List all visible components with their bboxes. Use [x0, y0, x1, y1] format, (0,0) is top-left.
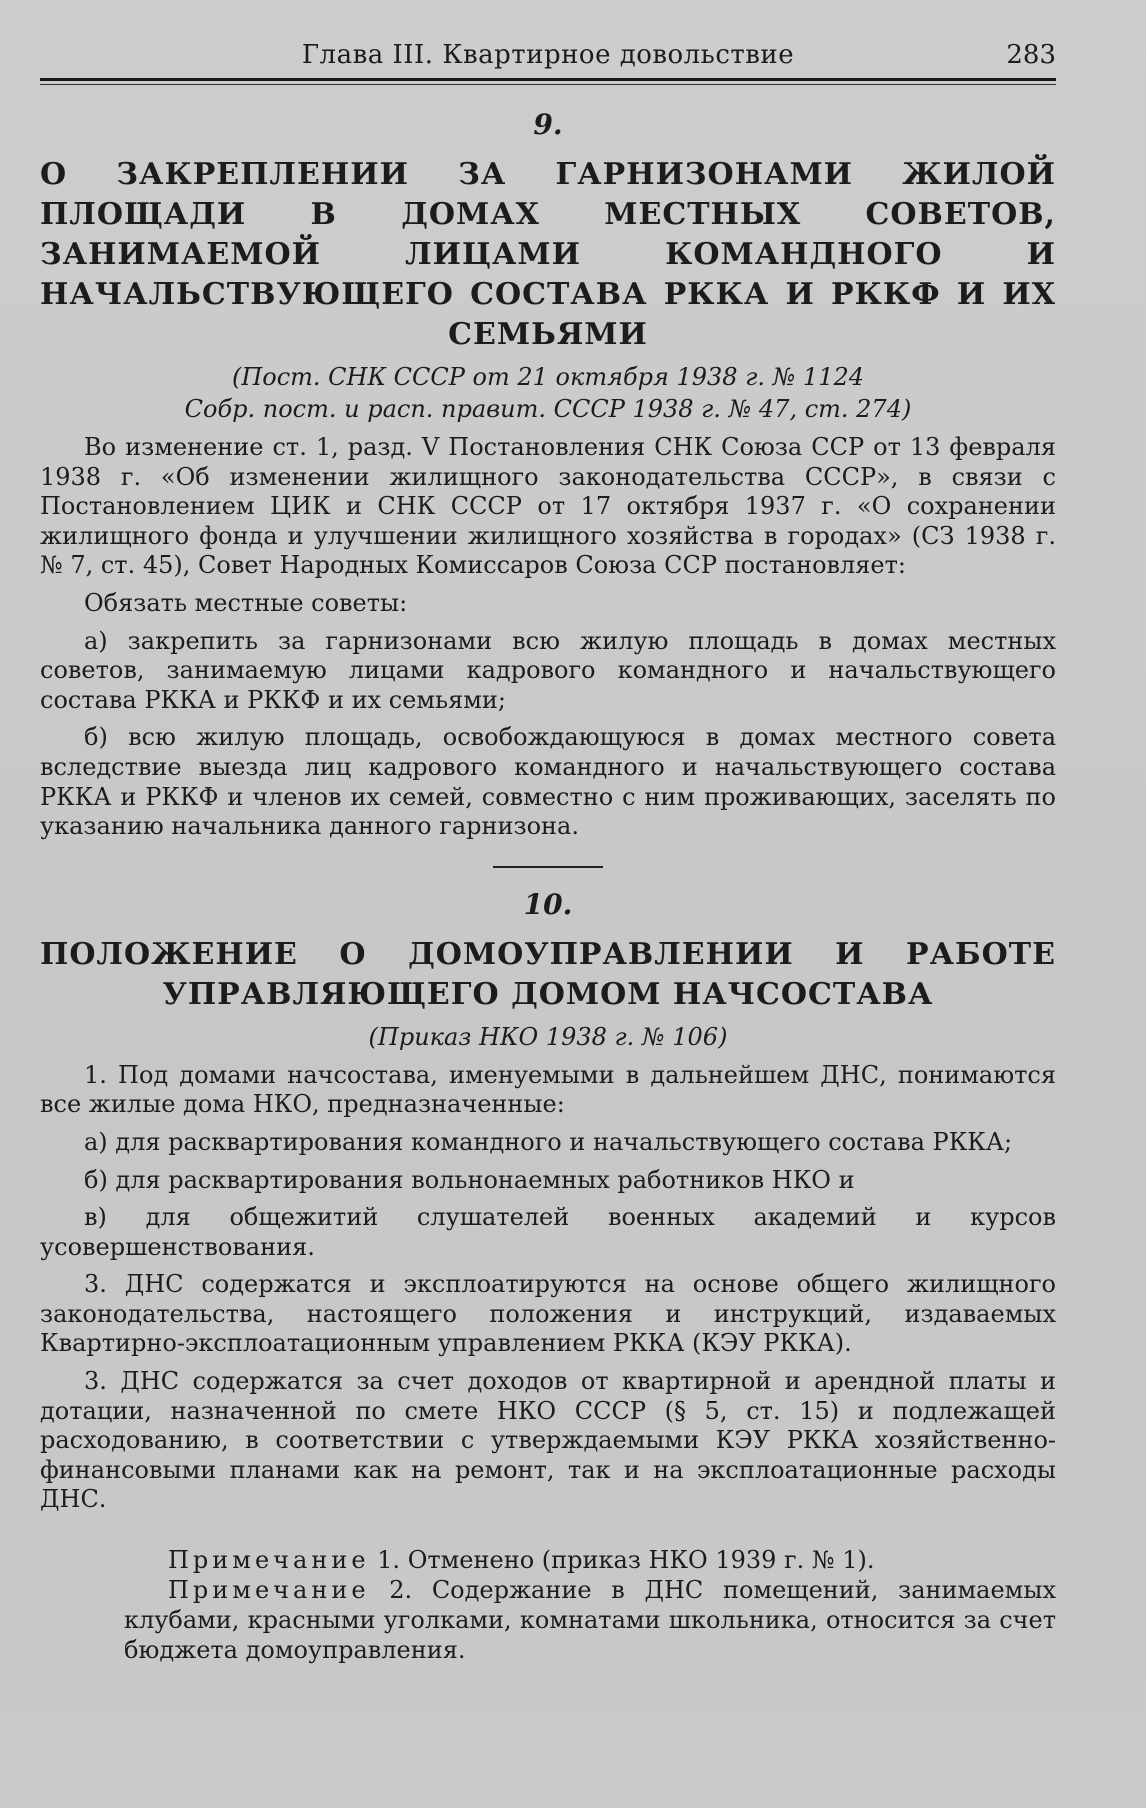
- paragraph: 3. ДНС содержатся и эксплоатируются на основе общего жилищного законодательства, настоящего положения и инструкций, издаваемых Квартирно-эксплоатационным управлением РККА (КЭУ РККА).: [40, 1270, 1056, 1358]
- paragraph: 1. Под домами начсостава, именуемыми в дальнейшем ДНС, понимаются все жилые дома НКО, предназначенные:: [40, 1060, 1056, 1119]
- paragraph: 3. ДНС содержатся за счет доходов от квартирной и арендной платы и дотации, назначенной по смете НКО СССР (§ 5, ст. 15) и подлежащей расходованию, в соответствии с утверждаемыми КЭУ РККА хозяйственно-финансовыми планами как на ремонт, так и на эксплоатационные расходы ДНС.: [40, 1367, 1056, 1514]
- section-divider: [493, 866, 603, 868]
- note-1: [40, 1545, 1056, 1575]
- paragraph: б) для расквартирования вольнонаемных работников НКО и: [84, 1165, 855, 1194]
- page-number: 283: [1006, 40, 1056, 70]
- section-9: [40, 108, 1056, 842]
- source-line-2: Собр. пост. и расп. правит. СССР 1938 г. № 47, ст. 274): [184, 395, 912, 423]
- page-content: [40, 108, 1056, 1665]
- note-text: 1. Отменено (приказ НКО 1939 г. № 1).: [369, 1546, 875, 1575]
- paragraph: Во изменение ст. 1, разд. V Постановления СНК Союза ССР от 13 февраля 1938 г. «Об изменении жилищного законодательства СССР», в связи с Постановлением ЦИК и СНК СССР от 17 октября 1937 г. «О сохранении жилищного фонда и улучшении жилищного хозяйства в городах» (СЗ 1938 г. № 7, ст. 45), Совет Народных Комиссаров Союза ССР постановляет:: [40, 433, 1056, 580]
- note-label: Примечание: [168, 1546, 370, 1575]
- source-line-1: (Приказ НКО 1938 г. № 106): [368, 1022, 728, 1051]
- paragraph: а) для расквартирования командного и начальствующего состава РККА;: [84, 1127, 1013, 1156]
- source-line-1: (Пост. СНК СССР от 21 октября 1938 г. № 1124: [231, 363, 865, 391]
- section-source: [40, 1021, 1056, 1053]
- note-label: Примечание: [168, 1576, 370, 1605]
- paragraph: а) закрепить за гарнизонами всю жилую площадь в домах местных советов, занимаемую лицами кадрового командного и начальствующего состава РККА и РККФ и их семьями;: [40, 626, 1056, 714]
- section-number: 9.: [533, 108, 563, 141]
- header-rule-thin: [40, 84, 1056, 85]
- section-10: [40, 888, 1056, 1665]
- running-head: Глава III. Квартирное довольствие: [301, 40, 795, 70]
- page-header: [40, 36, 1056, 76]
- paragraph: б) всю жилую площадь, освобождающуюся в домах местного совета вследствие выезда лиц кадрового командного и начальствующего состава РККА и РККФ и членов их семей, совместно с ним проживающих, заселять по указанию начальника данного гарнизона.: [40, 723, 1056, 841]
- section-title: ПОЛОЖЕНИЕ О ДОМОУПРАВЛЕНИИ И РАБОТЕ УПРАВЛЯЮЩЕГО ДОМОМ НАЧСОСТАВА: [40, 936, 1056, 1012]
- section-number: 10.: [523, 887, 573, 921]
- paragraph: в) для общежитий слушателей военных академий и курсов усовершенствования.: [40, 1203, 1056, 1261]
- note-2: [40, 1575, 1056, 1665]
- section-source: [40, 361, 1056, 425]
- note-text: 2. Содержание в ДНС помещений, занимаемых клубами, красными уголками, комнатами школьника, относится за счет бюджета домоуправления.: [124, 1576, 1056, 1665]
- header-rule: [40, 78, 1056, 81]
- section-title: О ЗАКРЕПЛЕНИИ ЗА ГАРНИЗОНАМИ ЖИЛОЙ ПЛОЩАДИ В ДОМАХ МЕСТНЫХ СОВЕТОВ, ЗАНИМАЕМОЙ ЛИЦАМИ КОМАНДНОГО И НАЧАЛЬСТВУЮЩЕГО СОСТАВА РККА И РККФ И ИХ СЕМЬЯМИ: [40, 157, 1056, 352]
- paragraph: Обязать местные советы:: [84, 588, 408, 617]
